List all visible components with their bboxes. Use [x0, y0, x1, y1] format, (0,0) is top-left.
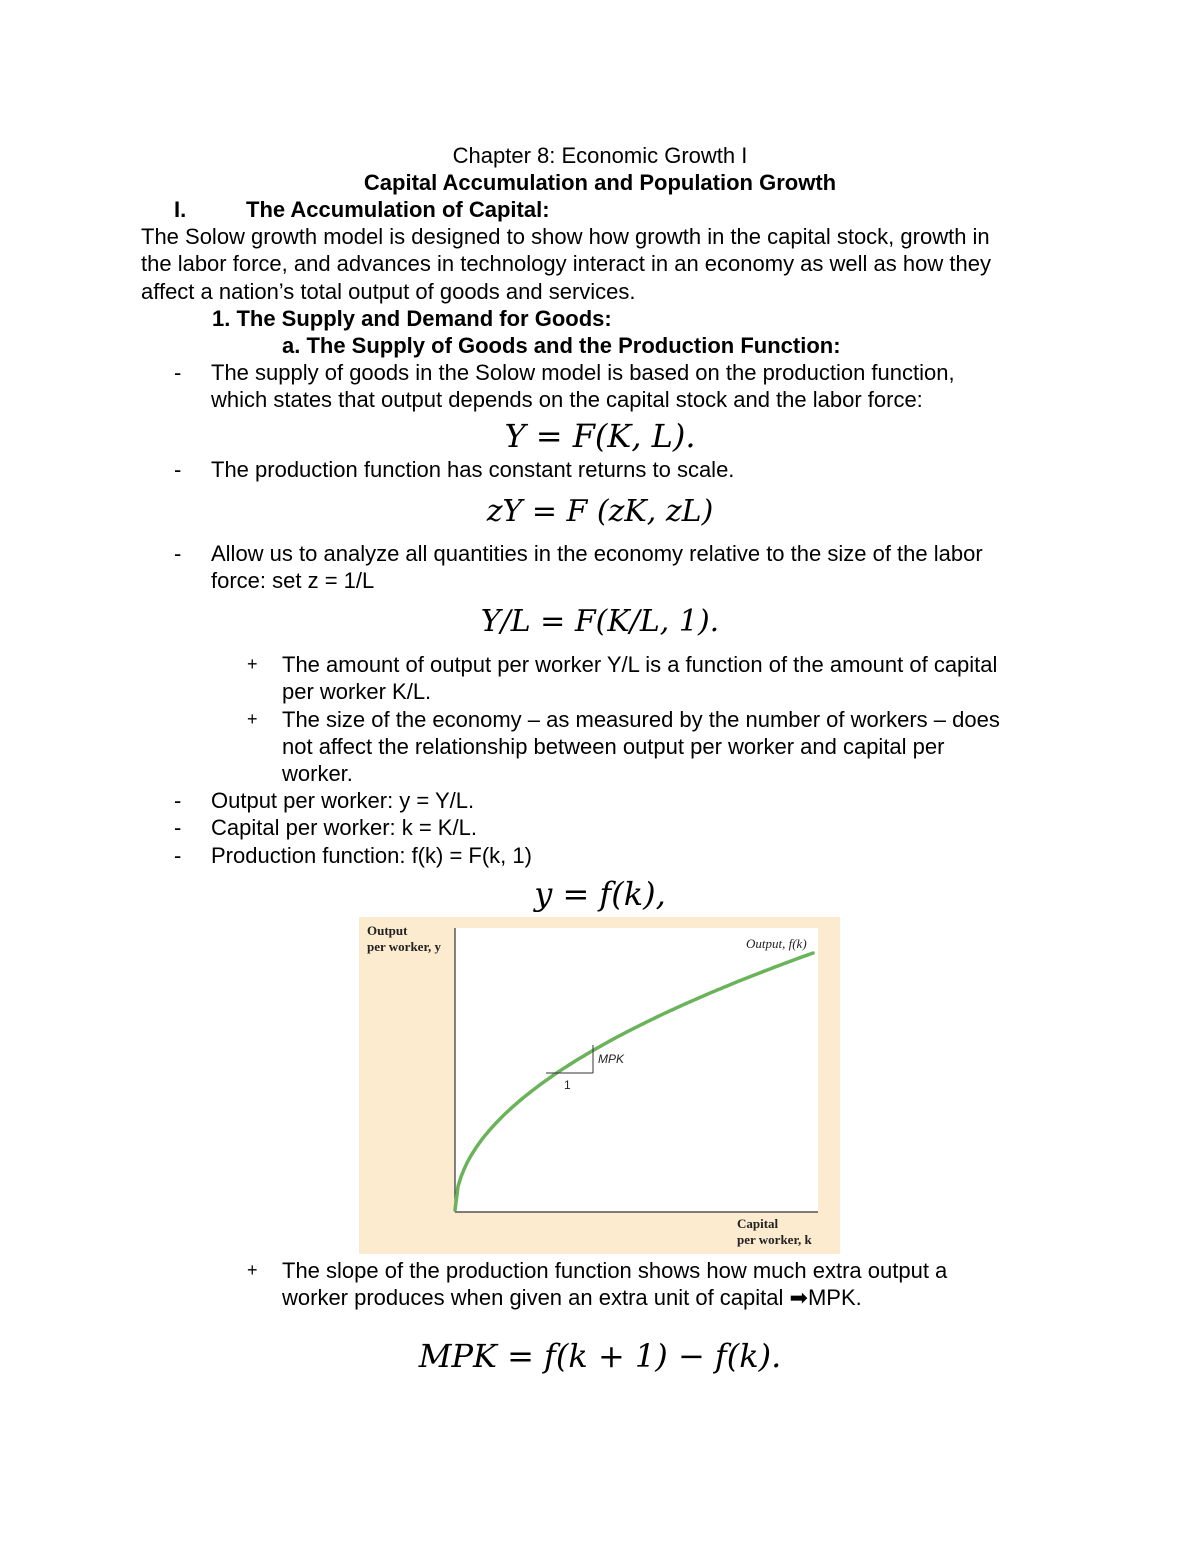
y-axis-label-line-1: Output — [367, 923, 408, 938]
bullet-dash: - — [174, 360, 182, 385]
plus-3-line-1: The slope of the production function shows how much extra output a — [282, 1258, 948, 1283]
equation-mpk: MPK = f(k + 1) − f(k). — [418, 1337, 782, 1375]
intro-line-3: affect a nation’s total output of goods and services. — [141, 279, 636, 304]
plus-2-line-3: worker. — [282, 761, 353, 786]
bullet-dash: - — [174, 815, 182, 840]
bullet-3-line-2: force: set z = 1/L — [211, 568, 375, 593]
y-axis-label-line-2: per worker, y — [367, 939, 442, 954]
bullet-1-line-2: which states that output depends on the capital stock and the labor force: — [211, 387, 923, 412]
bullet-dash: - — [174, 843, 182, 868]
section-numeral: I. — [174, 197, 187, 222]
bullet-6: Production function: f(k) = F(k, 1) — [211, 843, 532, 868]
slope-rise-label: MPK — [598, 1052, 625, 1066]
bullet-plus: + — [247, 654, 258, 674]
bullet-5: Capital per worker: k = K/L. — [211, 815, 477, 840]
equation-intensive-form: y = f(k), — [534, 875, 666, 913]
plus-3-line-2: worker produces when given an extra unit of capital ➡MPK. — [282, 1285, 862, 1310]
intro-line-2: the labor force, and advances in technology interact in an economy as well as how they — [141, 251, 991, 276]
curve-label: Output, f(k) — [746, 936, 807, 951]
x-axis-label-line-2: per worker, k — [737, 1232, 812, 1247]
bullet-plus: + — [247, 1260, 258, 1280]
bullet-plus: + — [247, 709, 258, 729]
bullet-3-line-1: Allow us to analyze all quantities in the economy relative to the size of the labor — [211, 541, 983, 566]
bullet-dash: - — [174, 788, 182, 813]
intro-line-1: The Solow growth model is designed to show how growth in the capital stock, growth in — [141, 224, 990, 249]
bullet-dash: - — [174, 541, 182, 566]
equation-production-function: Y = F(K, L). — [504, 417, 696, 455]
bullet-dash: - — [174, 457, 182, 482]
bullet-2: The production function has constant returns to scale. — [211, 457, 735, 482]
production-function-chart — [359, 917, 840, 1254]
equation-constant-returns: zY = F (zK, zL) — [486, 494, 714, 529]
slope-run-label: 1 — [564, 1078, 571, 1092]
bullet-1-line-1: The supply of goods in the Solow model is based on the production function, — [211, 360, 955, 385]
equation-per-worker: Y/L = F(K/L, 1). — [480, 604, 720, 639]
bullet-4: Output per worker: y = Y/L. — [211, 788, 475, 813]
plus-1-line-2: per worker K/L. — [282, 679, 432, 704]
subheading-1: 1. The Supply and Demand for Goods: — [212, 306, 612, 331]
plus-1-line-1: The amount of output per worker Y/L is a function of the amount of capital — [282, 652, 998, 677]
page-title: Chapter 8: Economic Growth I — [452, 143, 748, 168]
x-axis-label-line-1: Capital — [737, 1216, 779, 1231]
section-heading: The Accumulation of Capital: — [246, 197, 550, 222]
plus-2-line-2: not affect the relationship between output per worker and capital per — [282, 734, 945, 759]
plus-2-line-1: The size of the economy – as measured by the number of workers – does — [282, 707, 1000, 732]
subheading-1a: a. The Supply of Goods and the Production Function: — [282, 333, 841, 358]
page-subtitle: Capital Accumulation and Population Growth — [363, 170, 837, 195]
